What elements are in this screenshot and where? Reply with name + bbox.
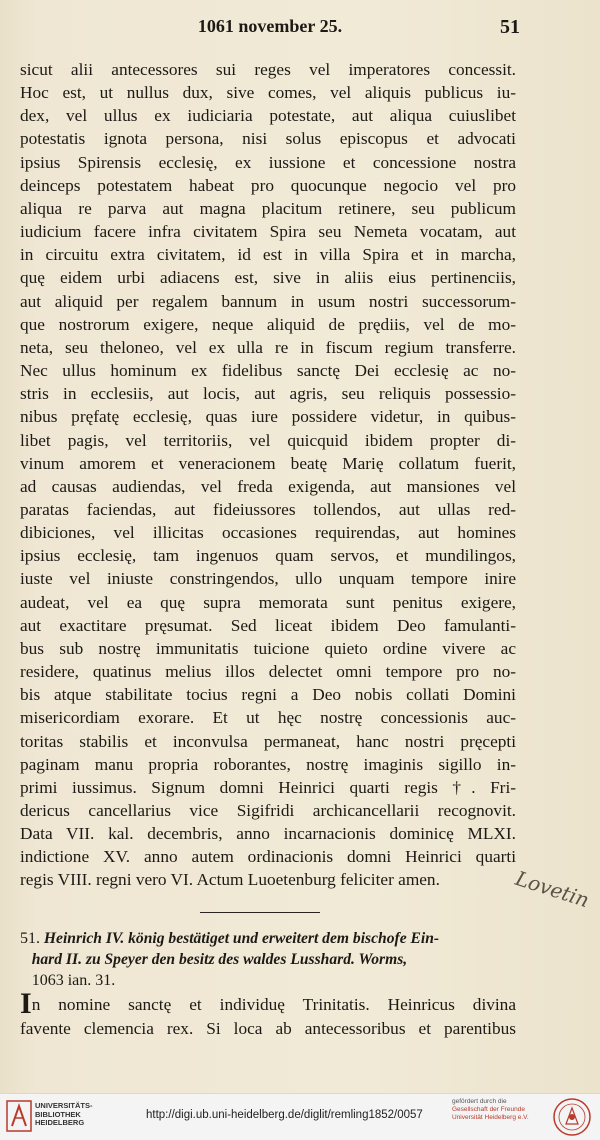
charter-line: iudicium facere infra civitatem Spira seu Nemeta vocatam, aut — [20, 222, 516, 242]
incipit-line-1-text: n nomine sanctę et individuę Trinitatis. Heinricus divina — [31, 995, 516, 1014]
charter-line: potestatis ignota persona, nisi solus episcopus et advocati — [20, 129, 516, 149]
charter-line: Nec ullus hominum ex fidelibus sanctę Dei ecclesię ac no- — [20, 361, 516, 381]
charter-line: residere, quatinus melius illos delectet omni tempore pro no- — [20, 662, 516, 682]
section-divider — [200, 912, 320, 913]
incipit-line-2: favente clemencia rex. Si loca ab antecessoribus et parentibus — [20, 1019, 516, 1038]
charter-line: dex, vel ullus ex iudiciaria potestate, aut aliqua cuiuslibet — [20, 106, 516, 126]
charter-line: aut exactitare pręsumat. Sed liceat ibidem Deo famulanti- — [20, 615, 516, 635]
charter-line: stris in ecclesiis, aut locis, aut agris, seu reliquis possessio- — [20, 384, 516, 404]
library-name — [35, 1102, 93, 1128]
permalink-url[interactable]: http://digi.ub.uni-heidelberg.de/diglit/remling1852/0057 — [146, 1109, 423, 1121]
charter-line: toritas stabilis et inconvulsa permaneat, hanc nostri pręcepti — [20, 731, 516, 751]
library-logo-icon — [6, 1100, 32, 1132]
document-number: 51. — [20, 930, 40, 947]
charter-line: ipsius ecclesię, tam ingenuos quam servos, et mundilingos, — [20, 546, 516, 566]
charter-line: regis VIII. regni vero VI. Actum Luoetenburg feliciter amen. — [20, 870, 440, 890]
charter-line: dericus cancellarius vice Sigifridi archicancellarii recognovit. — [20, 801, 516, 820]
incipit-line-1 — [20, 987, 516, 1020]
charter-line: iuste vel iniuste constringendos, ullo unquam tempore inire — [20, 569, 516, 589]
charter-line: primi iussimus. Signum domni Heinrici quarti regis †. Fri- — [20, 777, 516, 797]
sponsor-line-2: Gesellschaft der Freunde — [452, 1106, 525, 1113]
running-head-title: 1061 november 25. — [197, 16, 343, 36]
charter-text — [20, 58, 516, 892]
charter-line: nibus pręfatę ecclesię, quas iure possidere videtur, in quibus- — [20, 407, 516, 427]
document-regest-line-1: Heinrich IV. könig bestätiget und erweitert dem bischofe Ein- — [43, 930, 440, 947]
charter-line: aliqua re parva aut magna placitum retinere, seu publicum — [20, 198, 516, 218]
charter-line: in circuitu extra civitatem, id est in villa Spira et in marcha, — [20, 245, 516, 265]
charter-line: quę eidem urbi adiacens est, sive in aliis eius pertinenciis, — [20, 268, 516, 288]
charter-line: paginam manu propria roborantes, nostrę imaginis sigillo in- — [20, 754, 516, 774]
library-name-line-2: BIBLIOTHEK — [35, 1109, 81, 1119]
university-seal-icon — [552, 1097, 592, 1137]
document-heading-line-1 — [20, 928, 516, 949]
charter-line: misericordiam exorare. Et ut hęc nostrę concessionis auc- — [20, 708, 516, 728]
charter-line: deinceps potestatem habeat pro quocunque negocio vel pro — [20, 175, 516, 195]
sponsor-line-3: Universität Heidelberg e.V. — [452, 1114, 529, 1121]
document-regest-line-2: hard II. zu Speyer den besitz des waldes Lusshard. Worms, — [31, 951, 408, 968]
viewer-footer — [0, 1093, 600, 1140]
charter-line: ad causas audiendas, vel freda exigenda, aut mansiones vel — [20, 476, 516, 496]
charter-line: neta, seu theloneo, vel ex ulla re in fiscum regium transferre. — [20, 337, 516, 357]
charter-line: vinum amorem et veneracionem beatę Marię collatum fuerit, — [20, 453, 516, 473]
charter-line: ipsius Spirensis ecclesię, ex iussione et concessione nostra — [20, 152, 516, 172]
charter-line: Hoc est, ut nullus dux, sive comes, vel aliquis publicus iu- — [20, 83, 516, 103]
charter-line: bis atque stabilitate tocius regni a Deo nobis collati Domini — [20, 685, 516, 705]
document-heading-line-3 — [20, 970, 516, 991]
charter-line: paratas faciendas, aut fideiussores tollendos, aut ullas red- — [20, 499, 516, 519]
sponsor-credit — [452, 1098, 552, 1122]
charter-line: sicut alii antecessores sui reges vel imperatores concessit. — [20, 60, 516, 79]
library-name-line-1: UNIVERSITÄTS- — [35, 1101, 93, 1110]
charter-line: que nostrorum exigere, neque aliquid de prędiis, vel de mo- — [20, 314, 516, 334]
document-heading — [20, 928, 516, 991]
document-date: 1063 ian. 31. — [31, 972, 116, 989]
charter-line: bus sub nostrę immunitatis tuicione quieto ordine vivere ac — [20, 638, 516, 658]
document-heading-line-2 — [20, 949, 516, 970]
charter-line: audeat, vel ea quę supra memorata sunt penitus exigere, — [20, 592, 516, 612]
next-document-incipit — [20, 987, 516, 1041]
charter-line: dibiciones, vel illicitas occasiones requirendas, aut homines — [20, 523, 516, 543]
library-name-line-3: HEIDELBERG — [35, 1118, 85, 1127]
handwritten-margin-note: Lovetin — [512, 866, 593, 913]
initial-letter: I — [20, 987, 32, 1020]
sponsor-line-1: gefördert durch die — [452, 1098, 507, 1105]
charter-line: indictione XV. anno autem ordinacionis domni Heinrici quarti — [20, 847, 516, 867]
charter-line: Data VII. kal. decembris, anno incarnacionis dominicę MLXI. — [20, 824, 516, 844]
running-head — [20, 16, 520, 44]
page-number: 51 — [500, 16, 520, 38]
charter-line: libet pagis, vel territoriis, vel quicquid ibidem propter di- — [20, 430, 516, 450]
charter-line: aut aliquid per regalem bannum in usum nostri successorum- — [20, 291, 516, 311]
